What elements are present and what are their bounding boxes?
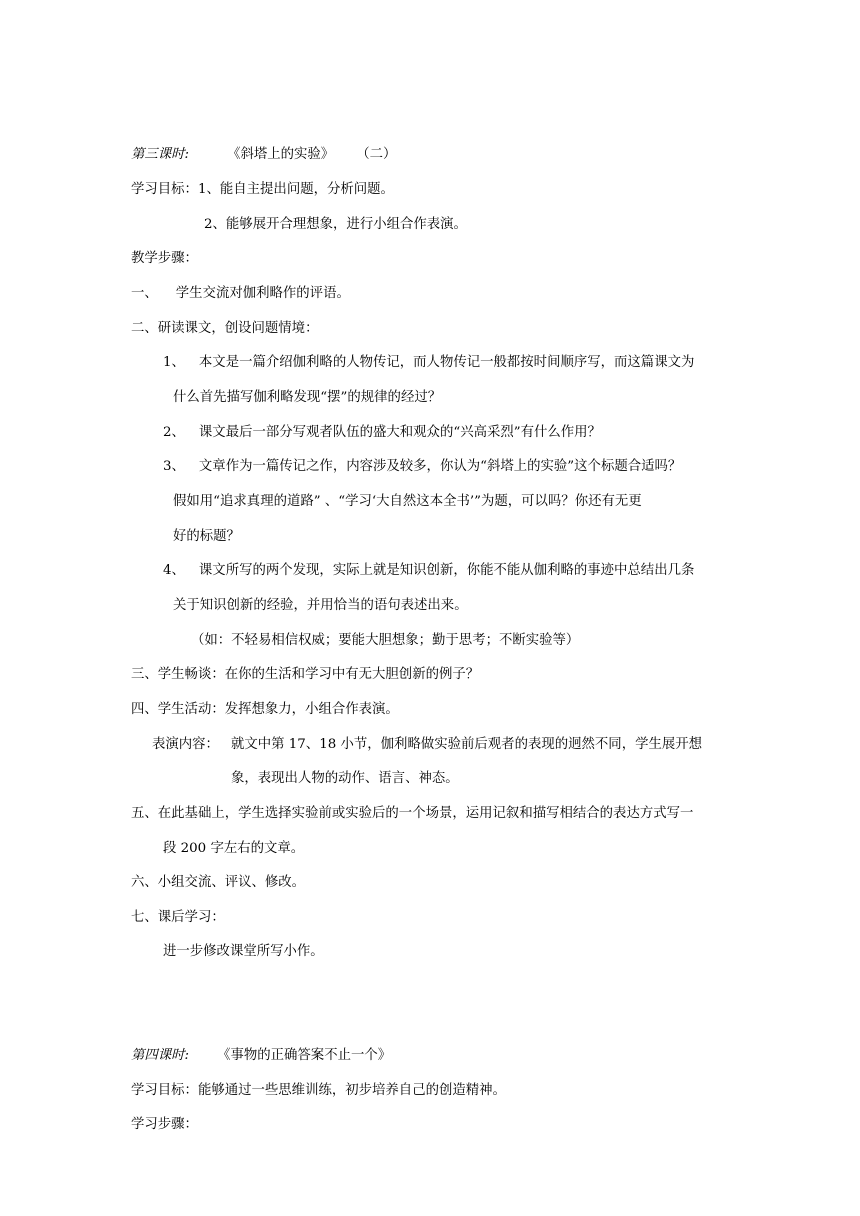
question3-text1: 文章作为一篇传记之作，内容涉及较多，你认为“斜塔上的实验”这个标题合适吗？ <box>198 459 682 474</box>
lesson3-heading-part: （二） <box>356 147 397 162</box>
question4-line1 <box>163 562 694 580</box>
lesson3-heading <box>131 146 396 164</box>
lesson3-step7-detail: 进一步修改课堂所写小作。 <box>163 944 324 959</box>
question4-number: 4、 <box>163 563 185 578</box>
lesson3-goal2: 2、能够展开合理想象，进行小组合作表演。 <box>204 217 467 232</box>
question3-line2: 假如用“追求真理的道路” 、“学习‘大自然这本全书’”为题，可以吗？你还有无更 <box>173 494 642 509</box>
lesson4-heading-label: 第四课时: <box>131 1048 190 1063</box>
question3-number: 3、 <box>163 459 185 474</box>
question4-text1: 课文所写的两个发现，实际上就是知识创新，你能不能从伽利略的事迹中总结出几条 <box>198 563 695 578</box>
question1-text1: 本文是一篇介绍伽利略的人物传记，而人物传记一般都按时间顺序写，而这篇课文为 <box>198 355 695 370</box>
question2-text1: 课文最后一部分写观者队伍的盛大和观众的“兴高采烈”有什么作用？ <box>198 425 601 440</box>
question4-note: （如：不轻易相信权威；要能大胆想象；勤于思考；不断实验等） <box>191 633 580 648</box>
step1-text: 学生交流对伽利略作的评语。 <box>175 286 350 301</box>
perform-line2: 象，表现出人物的动作、语言、神态。 <box>231 771 459 786</box>
lesson3-step1 <box>131 285 350 303</box>
step1-number: 一、 <box>131 286 158 301</box>
lesson3-step5-line2: 段 200 字左右的文章。 <box>163 841 305 856</box>
lesson3-step6: 六、小组交流、评议、修改。 <box>131 875 306 890</box>
lesson3-goals-line1 <box>131 181 394 199</box>
lesson4-heading-title: 《事物的正确答案不止一个》 <box>217 1048 392 1063</box>
lesson3-heading-title: 《斜塔上的实验》 <box>227 147 335 162</box>
question2-number: 2、 <box>163 425 185 440</box>
perform-line1 <box>152 736 702 754</box>
lesson3-heading-label: 第三课时: <box>131 147 190 162</box>
lesson4-goals: 学习目标：能够通过一些思维训练，初步培养自己的创造精神。 <box>131 1083 506 1098</box>
question4-line2: 关于知识创新的经验，并用恰当的语句表述出来。 <box>173 598 468 613</box>
lesson3-goal1: 1、能自主提出问题，分析问题。 <box>197 182 394 197</box>
lesson4-heading <box>131 1047 391 1065</box>
lesson3-steps-label: 教学步骤： <box>131 251 198 266</box>
lesson3-step4: 四、学生活动：发挥想象力，小组合作表演。 <box>131 702 399 717</box>
lesson3-step2: 二、研读课文，创设问题情境： <box>131 321 319 336</box>
lesson4-steps-label: 学习步骤： <box>131 1117 198 1132</box>
perform-text1: 就文中第 17、18 小节，伽利略做实验前后观者的表现的迥然不同，学生展开想 <box>230 737 703 752</box>
question1-number: 1、 <box>163 355 185 370</box>
lesson3-goals-label: 学习目标： <box>131 182 198 197</box>
question1-line1 <box>163 354 694 372</box>
question3-line3: 好的标题？ <box>173 529 240 544</box>
lesson3-step5-line1: 五、在此基础上，学生选择实验前或实验后的一个场景，运用记叙和描写相结合的表达方式写一 <box>131 806 694 821</box>
lesson3-step7: 七、课后学习： <box>131 910 225 925</box>
question1-line2: 什么首先描写伽利略发现“摆”的规律的经过？ <box>173 390 442 405</box>
question3-line1 <box>163 458 681 476</box>
question2-line1 <box>163 424 601 442</box>
perform-label: 表演内容： <box>152 737 219 752</box>
lesson3-step3: 三、学生畅谈：在你的生活和学习中有无大胆创新的例子？ <box>131 667 480 682</box>
